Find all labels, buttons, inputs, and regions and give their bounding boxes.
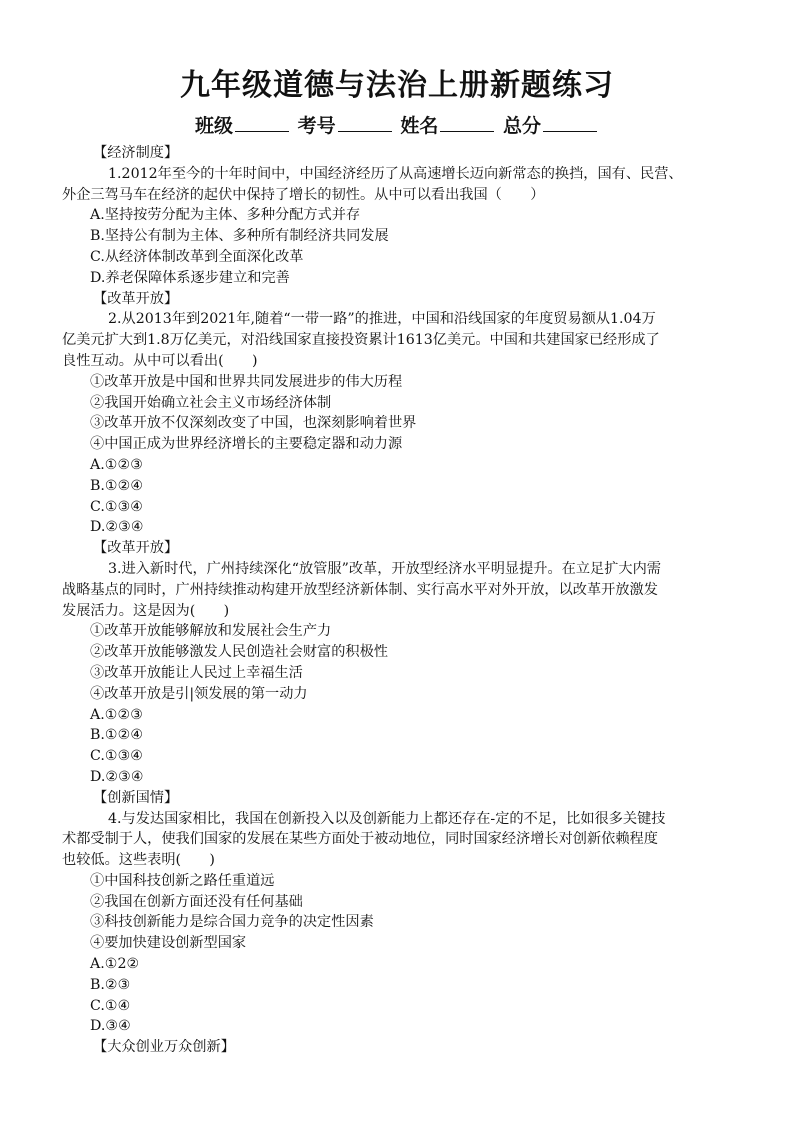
- field-name-blank: [440, 113, 494, 132]
- section-tag: 【经济制度】: [93, 145, 179, 161]
- answer-option: A.①②③: [90, 706, 143, 723]
- answer-option: D.②③④: [90, 768, 144, 785]
- statement-item: ④改革开放是引|领发展的第一动力: [90, 685, 308, 702]
- question-text-line: 3.进入新时代，广州持续深化“放管服”改革，开放型经济水平明显提升。在立足扩大内需: [108, 560, 661, 577]
- answer-option: D.养老保障体系逐步建立和完善: [90, 269, 290, 286]
- question-text-line: 也较低。这些表明( ): [62, 852, 215, 869]
- question-text-line: 发展活力。这是因为( ): [62, 602, 230, 619]
- answer-option: B.坚持公有制为主体、多种所有制经济共同发展: [90, 228, 389, 245]
- answer-option: C.①③④: [90, 748, 144, 765]
- answer-option: A.①2②: [90, 956, 140, 973]
- answer-option: B.②③: [90, 976, 131, 993]
- answer-option: B.①②④: [90, 727, 144, 744]
- answer-option: C.①④: [90, 997, 131, 1014]
- answer-option: A.坚持按劳分配为主体、多种分配方式并存: [90, 207, 361, 224]
- question-content: [62, 143, 742, 1058]
- statement-item: ③改革开放能让人民过上幸福生活: [90, 664, 303, 681]
- section-tag: 【改革开放】: [93, 290, 179, 307]
- question-text-line: 1.2012年至今的十年时间中，中国经济经历了从高速增长迈向新常态的换挡，国有、民营、: [108, 165, 683, 182]
- field-exam-number-blank: [338, 113, 392, 132]
- field-score-blank: [543, 113, 597, 132]
- answer-option: A.①②③: [90, 456, 143, 473]
- statement-item: ③改革开放不仅深刻改变了中国，也深刻影响着世界: [90, 415, 417, 432]
- question-text-line: 术都受制于人，使我们国家的发展在某些方面处于被动地位，同时国家经济增长对创新依赖程度: [62, 831, 658, 848]
- statement-item: ②改革开放能够激发人民创造社会财富的积极性: [90, 644, 388, 661]
- statement-item: ④要加快建设创新型国家: [90, 935, 247, 952]
- statement-item: ②我国开始确立社会主义市场经济体制: [90, 394, 332, 411]
- field-class-label: 班级: [195, 115, 234, 137]
- field-name-label: 姓名: [400, 115, 439, 137]
- section-tag: 【创新国情】: [93, 789, 179, 806]
- statement-item: ①改革开放能够解放和发展社会生产力: [90, 623, 332, 640]
- field-score-label: 总分: [502, 115, 541, 137]
- answer-option: C.①③④: [90, 498, 144, 515]
- statement-item: ①中国科技创新之路任重道远: [90, 872, 275, 889]
- question-text-line: 亿美元扩大到1.8万亿美元，对沿线国家直接投资累计1613亿美元。中国和共建国家已经形成了: [62, 332, 660, 349]
- statement-item: ①改革开放是中国和世界共同发展进步的伟大历程: [90, 373, 403, 390]
- question-text-line: 2.从2013年到2021年,随着“一带一路”的推进，中国和沿线国家的年度贸易额从1.04万: [108, 311, 656, 328]
- question-text-line: 4.与发达国家相比，我国在创新投入以及创新能力上都还存在-定的不足，比如很多关键技: [108, 810, 666, 827]
- answer-option: D.③④: [90, 1018, 131, 1035]
- section-tag: 【改革开放】: [93, 540, 179, 557]
- statement-item: ②我国在创新方面还没有任何基础: [90, 893, 303, 910]
- answer-option: B.①②④: [90, 477, 144, 494]
- question-text-line: 战略基点的同时，广州持续推动构建开放型经济新体制、实行高水平对外开放，以改革开放激发: [62, 581, 658, 598]
- field-class-blank: [235, 113, 289, 132]
- answer-option: C.从经济体制改革到全面深化改革: [90, 248, 304, 265]
- field-exam-number-label: 考号: [297, 115, 336, 137]
- section-tag: 【大众创业万众创新】: [93, 1039, 235, 1056]
- statement-item: ④中国正成为世界经济增长的主要稳定器和动力源: [90, 436, 403, 453]
- answer-option: D.②③④: [90, 519, 144, 536]
- page-title: 九年级道德与法治上册新题练习: [180, 68, 614, 103]
- statement-item: ③科技创新能力是综合国力竞争的决定性因素: [90, 914, 374, 931]
- question-text-line: 外企三驾马车在经济的起伏中保持了增长的韧性。从中可以看出我国（ ）: [62, 186, 545, 203]
- question-text-line: 良性互动。从中可以看出( ): [62, 352, 258, 369]
- student-info-row: [0, 111, 794, 138]
